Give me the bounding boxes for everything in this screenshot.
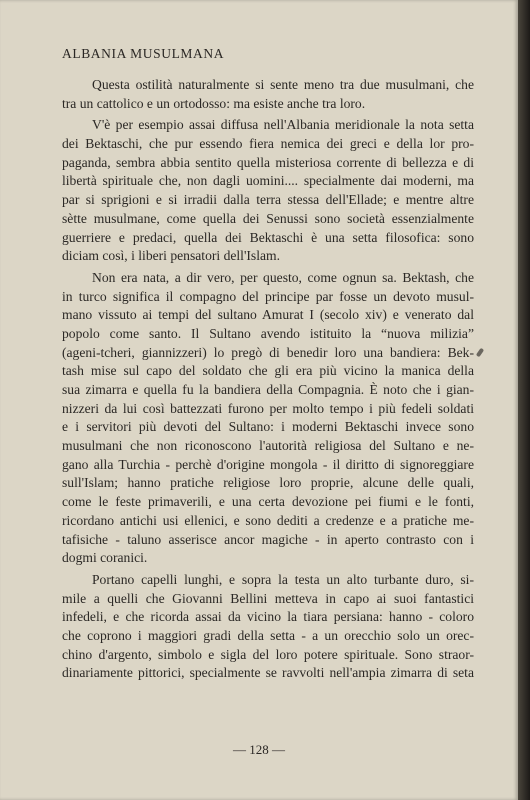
text-line: dinariamente pittorici, specialmente se ravvolti nell'ampia zimarra di seta	[62, 665, 474, 681]
text-line: tash mise sul capo del soldato che gli era più vicino la manica della	[62, 363, 474, 379]
paragraph	[62, 76, 474, 113]
text-line: mile a quelli che Giovanni Bellini metteva in capo ai suoi fantastici	[62, 590, 474, 606]
text-line: libertà spirituale che, non dagli uomini.... specialmente dai moderni, ma	[62, 173, 474, 189]
text-line: V'è per esempio assai diffusa nell'Albania meridionale la nota setta	[92, 117, 474, 133]
ink-mark	[476, 348, 484, 358]
text-line: gano alla Turchia - perchè d'origine mongola - il diritto di signoreggiare	[62, 456, 474, 472]
text-line: Questa ostilità naturalmente si sente meno tra due musulmani, che	[92, 77, 474, 92]
text-line: mano vissuto ai tempi del sultano Amurat I (secolo xiv) e venerato dal	[62, 307, 474, 323]
paragraph	[62, 571, 474, 683]
text-line: (ageni-tcheri, giannizzeri) lo pregò di benedir loro una bandiera: Bek-	[62, 344, 474, 360]
text-line: popolo come santo. Il Sultano avendo istituito la “nuova milizia”	[62, 325, 474, 341]
text-line: ricordano antichi usi ellenici, e sono dediti a credenze e a pratiche me-	[62, 512, 474, 528]
running-head: ALBANIA MUSULMANA	[62, 46, 225, 61]
paragraph	[62, 269, 474, 568]
text-line: musulmani che non riconoscono l'autorità religiosa del Sultano e ne-	[62, 438, 474, 454]
text-line: infedeli, e che ricorda assai da vicino la tiara persiana: hanno - coloro	[62, 609, 474, 625]
text-line: par si sprigioni e si irradii dalla terra stessa dell'Ellade; e mentre altre	[62, 192, 474, 208]
text-line: tafisiche - taluno asserisce ancor magiche - in aperto contrasto con i	[62, 531, 474, 547]
text-line: dogmi coranici.	[62, 550, 148, 566]
text-line: sètte musulmane, come quella dei Senussi sono società essenzialmente	[62, 210, 474, 226]
page-edge	[518, 0, 530, 800]
text-line: sull'Islam; hanno pratiche religiose loro proprie, alcune delle quali,	[62, 475, 474, 491]
text-line: Non era nata, a dir vero, per questo, come ognun sa. Bektash, che	[92, 269, 474, 285]
text-line: diciam così, i liberi pensatori dell'Islam.	[62, 248, 281, 264]
text-line: e i servitori più devoti del Sultano: i moderni Bektaschi invece sono	[62, 419, 474, 435]
page-number: — 128 —	[233, 742, 285, 757]
text-line: sua zimarra e quella fu la bandiera della Compagnia. È noto che i gian-	[62, 382, 474, 397]
text-line: tra un cattolico e un ortodosso: ma esiste anche tra loro.	[62, 95, 366, 111]
text-line: chino d'argento, simbolo e sigla del loro potere spirituale. Sono straor-	[62, 646, 474, 662]
text-line: guerriere e predaci, quella dei Bektaschi è una setta filosofica: sono	[62, 229, 474, 245]
body-text	[62, 76, 474, 686]
paragraph	[62, 116, 474, 266]
text-line: in turco significa il compagno del principe par fosse un devoto musul-	[62, 288, 474, 304]
text-line: che coprono i maggiori gradi della setta - a un orecchio solo un orec-	[62, 627, 474, 643]
text-line: nizzeri da lui così battezzati furono per molto tempo i più fedeli soldati	[62, 400, 474, 416]
text-line: paganda, sembra abbia sentito quella misteriosa corrente di bellezza e di	[62, 154, 474, 170]
text-line: dei Bektaschi, che pur essendo fiera nemica dei greci e della lor pro-	[62, 136, 474, 152]
text-line: Portano capelli lunghi, e sopra la testa un alto turbante duro, si-	[92, 571, 474, 587]
text-line: come le feste primaverili, e una certa devozione pei fiumi e le fonti,	[62, 494, 474, 510]
